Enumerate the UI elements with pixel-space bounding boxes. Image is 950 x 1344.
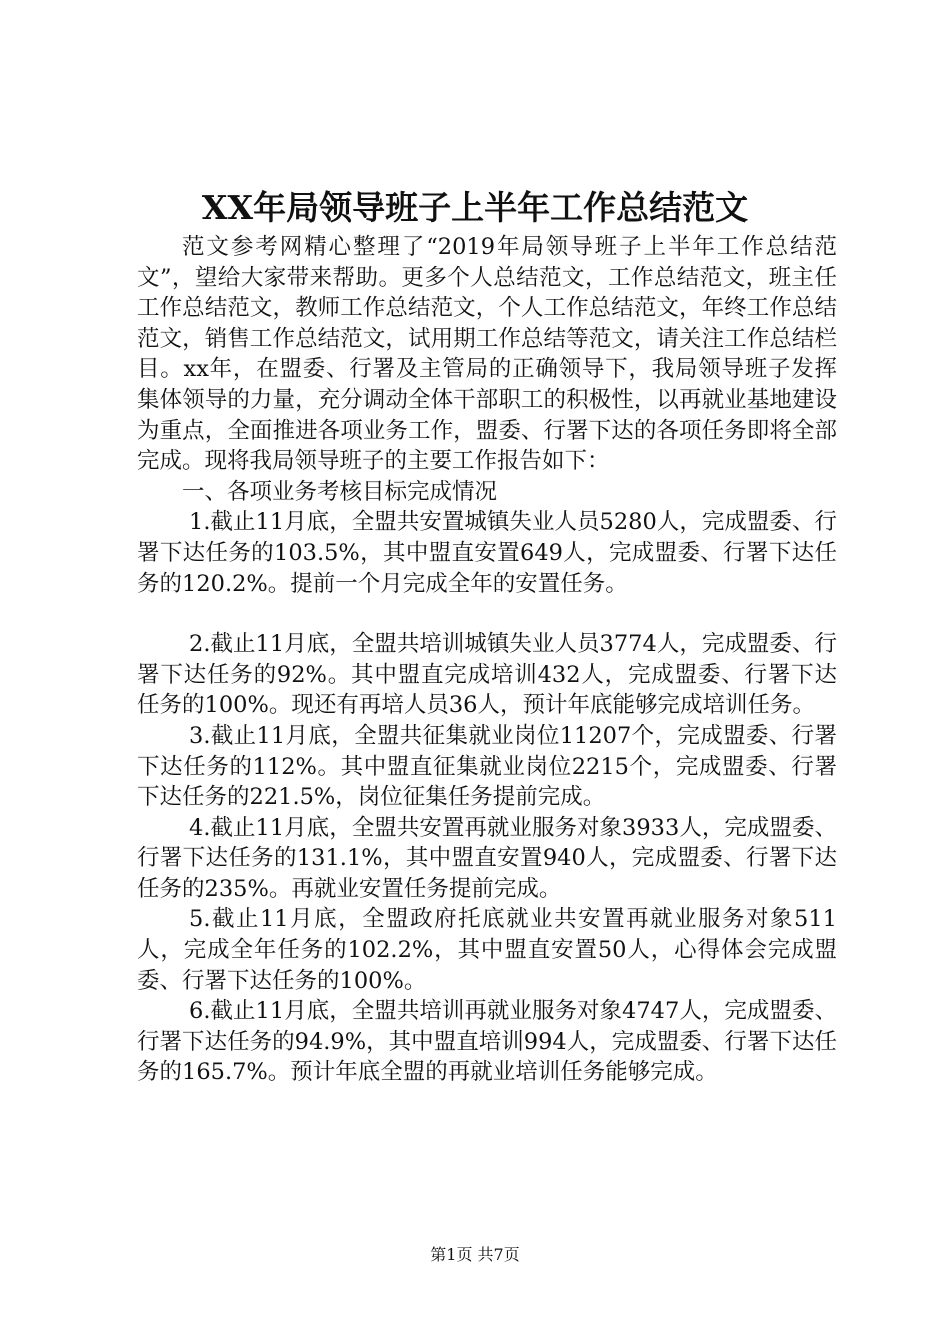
page-footer: 第1页 共7页 — [430, 1245, 520, 1264]
list-item: 5.截止11月底，全盟政府托底就业共安置再就业服务对象511人，完成全年任务的102.2%，其中盟直安置50人，心得体会完成盟委、行署下达任务的100%。 — [137, 906, 837, 994]
list-item: 4.截止11月底，全盟共安置再就业服务对象3933人，完成盟委、行署下达任务的131.1%，其中盟直安置940人，完成盟委、行署下达任务的235%。再就业安置任务提前完成。 — [137, 814, 837, 902]
intro-paragraph: 范文参考网精心整理了“2019年局领导班子上半年工作总结范文”，望给大家带来帮助。更多个人总结范文，工作总结范文，班主任工作总结范文，教师工作总结范文，个人工作总结范文，年终工作总结范文，销售工作总结范文，试用期工作总结等范文，请关注工作总结栏目。xx年，在盟委、行署及主管局的正确领导下，我局领导班子发挥集体领导的力量，充分调动全体干部职工的积极性，以再就业基地建设为重点，全面推进各项业务工作，盟委、行署下达的各项任务即将全部完成。现将我局领导班子的主要工作报告如下： — [137, 234, 837, 475]
document-body — [137, 232, 837, 1088]
list-item: 2.截止11月底，全盟共培训城镇失业人员3774人，完成盟委、行署下达任务的92%。其中盟直完成培训432人，完成盟委、行署下达任务的100%。现还有再培人员36人，预计年底能够完成培训任务。 — [137, 631, 837, 719]
list-item: 1.截止11月底，全盟共安置城镇失业人员5280人，完成盟委、行署下达任务的103.5%，其中盟直安置649人，完成盟委、行署下达任务的120.2%。提前一个月完成全年的安置任务。 — [137, 509, 837, 597]
section-heading: 一、各项业务考核目标完成情况 — [182, 478, 498, 505]
paragraph-gap — [137, 599, 837, 629]
list-item: 3.截止11月底，全盟共征集就业岗位11207个，完成盟委、行署下达任务的112%。其中盟直征集就业岗位2215个，完成盟委、行署下达任务的221.5%，岗位征集任务提前完成。 — [137, 722, 837, 811]
list-item: 6.截止11月底，全盟共培训再就业服务对象4747人，完成盟委、行署下达任务的94.9%，其中盟直培训994人，完成盟委、行署下达任务的165.7%。预计年底全盟的再就业培训任务能够完成。 — [137, 998, 837, 1086]
document-title: XX年局领导班子上半年工作总结范文 — [201, 188, 749, 227]
